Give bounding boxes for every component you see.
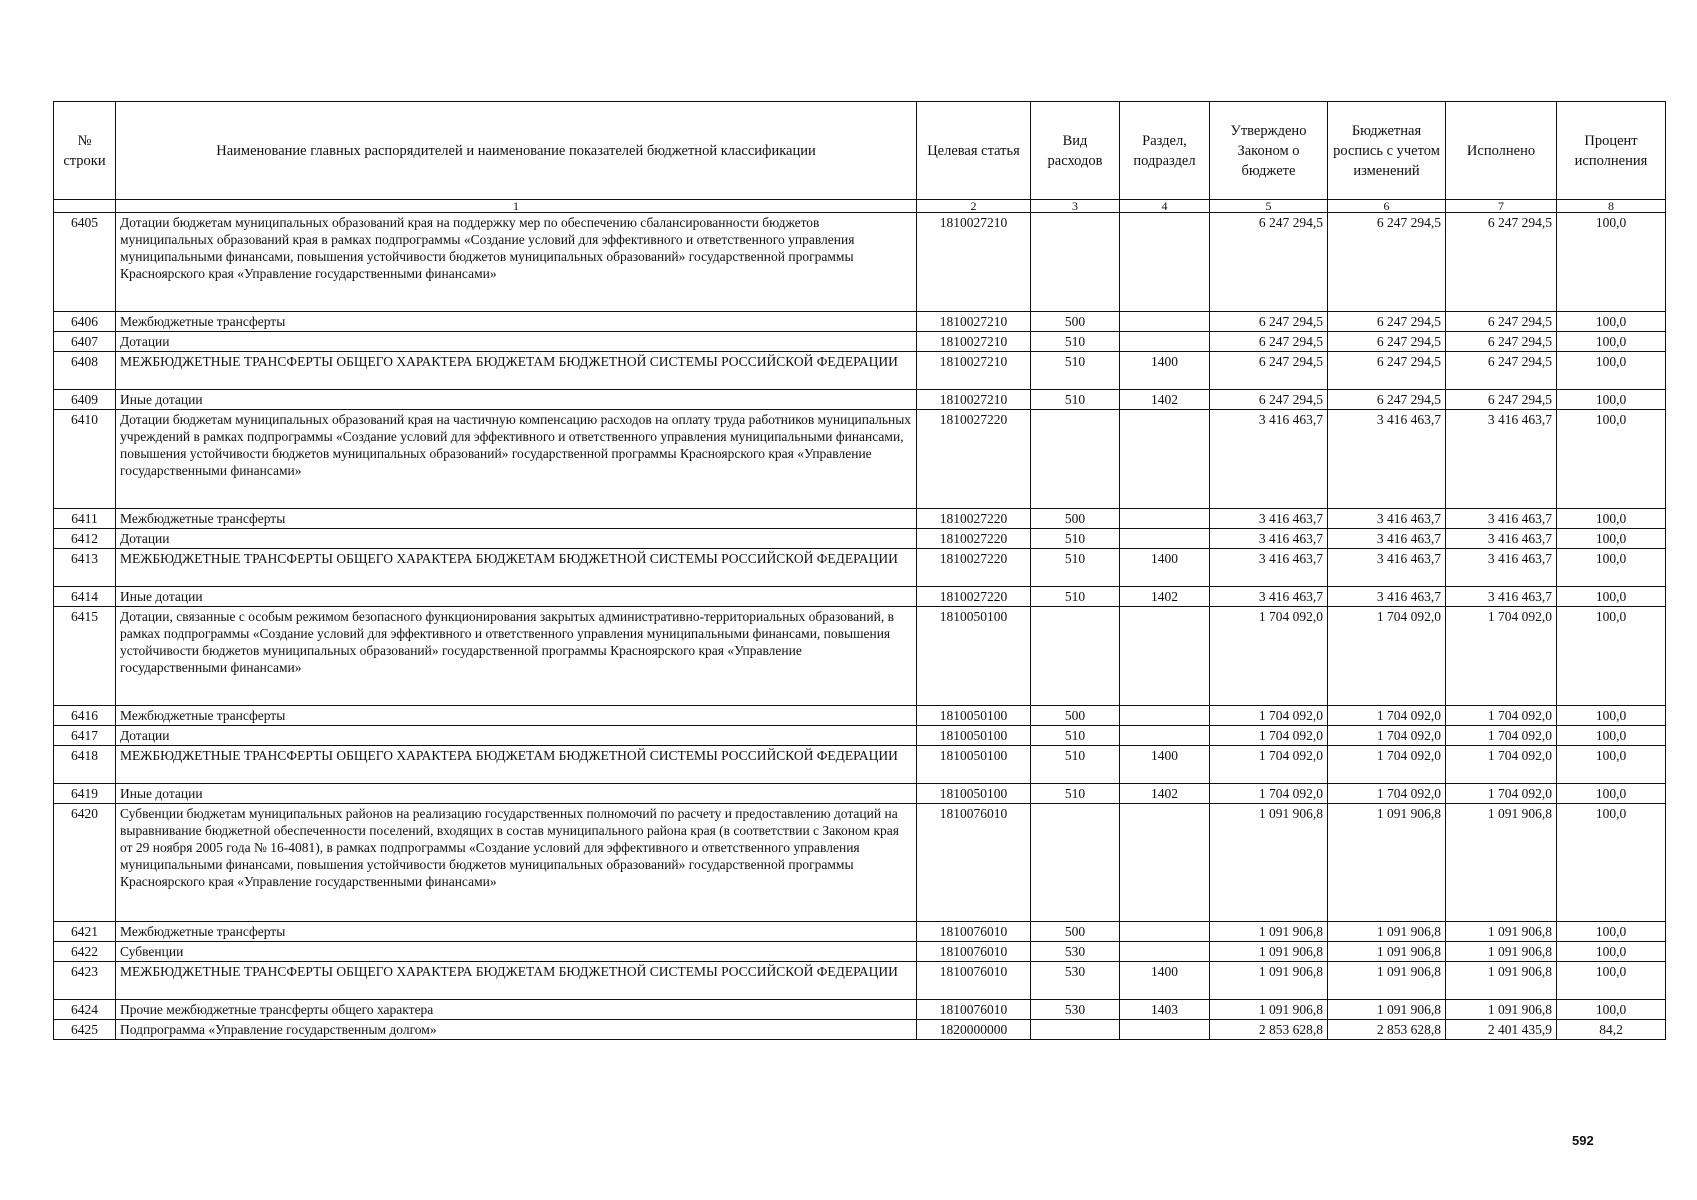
budget-cell: 3 416 463,7 <box>1328 410 1446 509</box>
target-cell: 1810027210 <box>917 332 1031 352</box>
row-number-cell: 6424 <box>54 1000 116 1020</box>
budget-cell: 3 416 463,7 <box>1328 509 1446 529</box>
approved-cell: 1 704 092,0 <box>1210 726 1328 746</box>
executed-cell: 1 704 092,0 <box>1446 706 1557 726</box>
approved-cell: 1 704 092,0 <box>1210 784 1328 804</box>
header-executed: Исполнено <box>1446 102 1557 200</box>
row-number-cell: 6412 <box>54 529 116 549</box>
header-percent: Процент исполнения <box>1557 102 1666 200</box>
row-number-cell: 6414 <box>54 587 116 607</box>
table-row <box>54 213 1666 312</box>
percent-cell: 100,0 <box>1557 410 1666 509</box>
kind-cell: 530 <box>1031 1000 1120 1020</box>
approved-cell: 3 416 463,7 <box>1210 549 1328 587</box>
name-cell: Иные дотации <box>116 390 917 410</box>
name-cell: Дотации, связанные с особым режимом безопасного функционирования закрытых административно-территориальных образований, в рамках подпрограммы «Создание условий для эффективного и ответственного управления муниципальными финансами, повышения устойчивости бюджетов муниципальных образований» государственной программы Красноярского края «Управление государственными финансами» <box>116 607 917 706</box>
table-row <box>54 726 1666 746</box>
col-number: 7 <box>1446 200 1557 213</box>
table-row <box>54 804 1666 922</box>
name-cell: Подпрограмма «Управление государственным долгом» <box>116 1020 917 1040</box>
table-row <box>54 706 1666 726</box>
executed-cell: 6 247 294,5 <box>1446 213 1557 312</box>
header-section: Раздел, подраздел <box>1120 102 1210 200</box>
budget-cell: 1 091 906,8 <box>1328 922 1446 942</box>
budget-cell: 1 091 906,8 <box>1328 804 1446 922</box>
approved-cell: 6 247 294,5 <box>1210 332 1328 352</box>
table-row <box>54 312 1666 332</box>
kind-cell <box>1031 607 1120 706</box>
row-number-cell: 6420 <box>54 804 116 922</box>
target-cell: 1810076010 <box>917 804 1031 922</box>
approved-cell: 3 416 463,7 <box>1210 509 1328 529</box>
section-cell: 1402 <box>1120 784 1210 804</box>
table-row <box>54 410 1666 509</box>
percent-cell: 100,0 <box>1557 312 1666 332</box>
kind-cell: 530 <box>1031 962 1120 1000</box>
row-number-cell: 6417 <box>54 726 116 746</box>
name-cell: Прочие межбюджетные трансферты общего характера <box>116 1000 917 1020</box>
name-cell: Иные дотации <box>116 784 917 804</box>
target-cell: 1810050100 <box>917 784 1031 804</box>
table-row <box>54 529 1666 549</box>
percent-cell: 100,0 <box>1557 390 1666 410</box>
approved-cell: 2 853 628,8 <box>1210 1020 1328 1040</box>
table-row <box>54 746 1666 784</box>
budget-cell: 3 416 463,7 <box>1328 587 1446 607</box>
executed-cell: 1 091 906,8 <box>1446 942 1557 962</box>
row-number-cell: 6411 <box>54 509 116 529</box>
approved-cell: 1 091 906,8 <box>1210 942 1328 962</box>
approved-cell: 6 247 294,5 <box>1210 312 1328 332</box>
kind-cell <box>1031 804 1120 922</box>
name-cell: Дотации <box>116 529 917 549</box>
target-cell: 1810050100 <box>917 706 1031 726</box>
table-row <box>54 352 1666 390</box>
row-number-cell: 6413 <box>54 549 116 587</box>
column-number-row <box>54 200 1666 213</box>
executed-cell: 1 704 092,0 <box>1446 784 1557 804</box>
row-number-cell: 6419 <box>54 784 116 804</box>
executed-cell: 3 416 463,7 <box>1446 549 1557 587</box>
row-number-cell: 6418 <box>54 746 116 784</box>
target-cell: 1810076010 <box>917 1000 1031 1020</box>
section-cell: 1400 <box>1120 746 1210 784</box>
target-cell: 1810027220 <box>917 410 1031 509</box>
name-cell: Межбюджетные трансферты <box>116 922 917 942</box>
kind-cell <box>1031 410 1120 509</box>
percent-cell: 100,0 <box>1557 962 1666 1000</box>
budget-cell: 3 416 463,7 <box>1328 549 1446 587</box>
kind-cell: 510 <box>1031 549 1120 587</box>
section-cell: 1403 <box>1120 1000 1210 1020</box>
budget-execution-table <box>53 101 1666 1040</box>
budget-cell: 6 247 294,5 <box>1328 213 1446 312</box>
budget-cell: 6 247 294,5 <box>1328 390 1446 410</box>
kind-cell <box>1031 1020 1120 1040</box>
section-cell: 1402 <box>1120 587 1210 607</box>
executed-cell: 1 091 906,8 <box>1446 1000 1557 1020</box>
section-cell <box>1120 213 1210 312</box>
kind-cell <box>1031 213 1120 312</box>
budget-cell: 1 091 906,8 <box>1328 1000 1446 1020</box>
kind-cell: 510 <box>1031 332 1120 352</box>
table-row <box>54 942 1666 962</box>
approved-cell: 1 091 906,8 <box>1210 1000 1328 1020</box>
kind-cell: 510 <box>1031 390 1120 410</box>
executed-cell: 2 401 435,9 <box>1446 1020 1557 1040</box>
section-cell: 1400 <box>1120 352 1210 390</box>
section-cell <box>1120 922 1210 942</box>
budget-cell: 6 247 294,5 <box>1328 352 1446 390</box>
header-kind: Вид расходов <box>1031 102 1120 200</box>
percent-cell: 100,0 <box>1557 529 1666 549</box>
kind-cell: 510 <box>1031 726 1120 746</box>
row-number-cell: 6407 <box>54 332 116 352</box>
table-row <box>54 509 1666 529</box>
percent-cell: 100,0 <box>1557 1000 1666 1020</box>
table-body <box>54 213 1666 1040</box>
executed-cell: 1 091 906,8 <box>1446 962 1557 1000</box>
section-cell <box>1120 804 1210 922</box>
header-row-no: № строки <box>54 102 116 200</box>
row-number-cell: 6405 <box>54 213 116 312</box>
target-cell: 1810027220 <box>917 509 1031 529</box>
target-cell: 1810027210 <box>917 352 1031 390</box>
executed-cell: 1 704 092,0 <box>1446 746 1557 784</box>
col-number: 1 <box>116 200 917 213</box>
target-cell: 1810050100 <box>917 746 1031 784</box>
target-cell: 1810076010 <box>917 962 1031 1000</box>
section-cell <box>1120 332 1210 352</box>
target-cell: 1810076010 <box>917 942 1031 962</box>
kind-cell: 530 <box>1031 942 1120 962</box>
table-row <box>54 607 1666 706</box>
executed-cell: 3 416 463,7 <box>1446 509 1557 529</box>
target-cell: 1810027210 <box>917 390 1031 410</box>
percent-cell: 100,0 <box>1557 549 1666 587</box>
name-cell: Межбюджетные трансферты <box>116 312 917 332</box>
executed-cell: 3 416 463,7 <box>1446 529 1557 549</box>
row-number-cell: 6416 <box>54 706 116 726</box>
budget-cell: 1 704 092,0 <box>1328 784 1446 804</box>
approved-cell: 1 704 092,0 <box>1210 706 1328 726</box>
row-number-cell: 6408 <box>54 352 116 390</box>
section-cell: 1400 <box>1120 962 1210 1000</box>
table-row <box>54 784 1666 804</box>
approved-cell: 3 416 463,7 <box>1210 587 1328 607</box>
col-number: 3 <box>1031 200 1120 213</box>
section-cell: 1400 <box>1120 549 1210 587</box>
col-number: 8 <box>1557 200 1666 213</box>
percent-cell: 100,0 <box>1557 352 1666 390</box>
section-cell <box>1120 1020 1210 1040</box>
table-row <box>54 332 1666 352</box>
budget-cell: 1 091 906,8 <box>1328 962 1446 1000</box>
percent-cell: 100,0 <box>1557 784 1666 804</box>
name-cell: Субвенции <box>116 942 917 962</box>
percent-cell: 100,0 <box>1557 746 1666 784</box>
name-cell: МЕЖБЮДЖЕТНЫЕ ТРАНСФЕРТЫ ОБЩЕГО ХАРАКТЕРА БЮДЖЕТАМ БЮДЖЕТНОЙ СИСТЕМЫ РОССИЙСКОЙ ФЕДЕРАЦИИ <box>116 352 917 390</box>
col-number: 2 <box>917 200 1031 213</box>
percent-cell: 100,0 <box>1557 942 1666 962</box>
kind-cell: 500 <box>1031 509 1120 529</box>
budget-cell: 2 853 628,8 <box>1328 1020 1446 1040</box>
approved-cell: 1 704 092,0 <box>1210 607 1328 706</box>
executed-cell: 3 416 463,7 <box>1446 587 1557 607</box>
target-cell: 1810027210 <box>917 213 1031 312</box>
budget-cell: 1 704 092,0 <box>1328 726 1446 746</box>
approved-cell: 1 091 906,8 <box>1210 804 1328 922</box>
row-number-cell: 6422 <box>54 942 116 962</box>
kind-cell: 510 <box>1031 746 1120 784</box>
table-row <box>54 1000 1666 1020</box>
budget-cell: 1 704 092,0 <box>1328 706 1446 726</box>
budget-cell: 1 704 092,0 <box>1328 746 1446 784</box>
budget-cell: 6 247 294,5 <box>1328 312 1446 332</box>
target-cell: 1820000000 <box>917 1020 1031 1040</box>
name-cell: Дотации бюджетам муниципальных образований края на поддержку мер по обеспечению сбалансированности бюджетов муниципальных образований края в рамках подпрограммы «Создание условий для эффективного и ответственного управления муниципальными финансами, повышения устойчивости бюджетов муниципальных образований» государственной программы Красноярского края «Управление государственными финансами» <box>116 213 917 312</box>
section-cell <box>1120 607 1210 706</box>
percent-cell: 100,0 <box>1557 607 1666 706</box>
header-name: Наименование главных распорядителей и наименование показателей бюджетной классификации <box>116 102 917 200</box>
col-number: 6 <box>1328 200 1446 213</box>
percent-cell: 100,0 <box>1557 706 1666 726</box>
section-cell <box>1120 529 1210 549</box>
section-cell <box>1120 509 1210 529</box>
executed-cell: 6 247 294,5 <box>1446 390 1557 410</box>
table-row <box>54 962 1666 1000</box>
table-row <box>54 1020 1666 1040</box>
name-cell: Дотации <box>116 726 917 746</box>
name-cell: Дотации бюджетам муниципальных образований края на частичную компенсацию расходов на оплату труда работников муниципальных учреждений в рамках подпрограммы «Создание условий для эффективного и ответственного управления муниципальными финансами, повышения устойчивости бюджетов муниципальных образований» государственной программы Красноярского края «Управление государственными финансами» <box>116 410 917 509</box>
approved-cell: 6 247 294,5 <box>1210 213 1328 312</box>
budget-cell: 3 416 463,7 <box>1328 529 1446 549</box>
target-cell: 1810027220 <box>917 549 1031 587</box>
name-cell: Дотации <box>116 332 917 352</box>
percent-cell: 100,0 <box>1557 332 1666 352</box>
kind-cell: 510 <box>1031 529 1120 549</box>
table-row <box>54 587 1666 607</box>
target-cell: 1810027210 <box>917 312 1031 332</box>
target-cell: 1810050100 <box>917 607 1031 706</box>
section-cell <box>1120 706 1210 726</box>
percent-cell: 100,0 <box>1557 726 1666 746</box>
executed-cell: 6 247 294,5 <box>1446 312 1557 332</box>
header-approved: Утверждено Законом о бюджете <box>1210 102 1328 200</box>
section-cell <box>1120 726 1210 746</box>
budget-cell: 6 247 294,5 <box>1328 332 1446 352</box>
approved-cell: 6 247 294,5 <box>1210 352 1328 390</box>
approved-cell: 1 704 092,0 <box>1210 746 1328 784</box>
executed-cell: 1 091 906,8 <box>1446 922 1557 942</box>
name-cell: Иные дотации <box>116 587 917 607</box>
budget-cell: 1 091 906,8 <box>1328 942 1446 962</box>
row-number-cell: 6409 <box>54 390 116 410</box>
executed-cell: 6 247 294,5 <box>1446 332 1557 352</box>
percent-cell: 100,0 <box>1557 922 1666 942</box>
header-target: Целевая статья <box>917 102 1031 200</box>
col-number <box>54 200 116 213</box>
kind-cell: 500 <box>1031 312 1120 332</box>
row-number-cell: 6410 <box>54 410 116 509</box>
approved-cell: 3 416 463,7 <box>1210 410 1328 509</box>
row-number-cell: 6406 <box>54 312 116 332</box>
kind-cell: 510 <box>1031 352 1120 390</box>
table-row <box>54 922 1666 942</box>
percent-cell: 100,0 <box>1557 213 1666 312</box>
page-number: 592 <box>1572 1133 1594 1148</box>
name-cell: Субвенции бюджетам муниципальных районов на реализацию государственных полномочий по расчету и предоставлению дотаций на выравнивание бюджетной обеспеченности поселений, входящих в состав муниципального района края (в соответствии с Законом края от 29 ноября 2005 года № 16-4081), в рамках подпрограммы «Создание условий для эффективного и ответственного управления муниципальными финансами, повышения устойчивости бюджетов муниципальных образований» государственной программы Красноярского края «Управление государственными финансами» <box>116 804 917 922</box>
percent-cell: 100,0 <box>1557 509 1666 529</box>
name-cell: МЕЖБЮДЖЕТНЫЕ ТРАНСФЕРТЫ ОБЩЕГО ХАРАКТЕРА БЮДЖЕТАМ БЮДЖЕТНОЙ СИСТЕМЫ РОССИЙСКОЙ ФЕДЕРАЦИИ <box>116 746 917 784</box>
row-number-cell: 6421 <box>54 922 116 942</box>
row-number-cell: 6415 <box>54 607 116 706</box>
executed-cell: 1 704 092,0 <box>1446 607 1557 706</box>
approved-cell: 1 091 906,8 <box>1210 962 1328 1000</box>
kind-cell: 510 <box>1031 587 1120 607</box>
table-header-row <box>54 102 1666 200</box>
section-cell <box>1120 942 1210 962</box>
executed-cell: 1 704 092,0 <box>1446 726 1557 746</box>
percent-cell: 100,0 <box>1557 804 1666 922</box>
row-number-cell: 6425 <box>54 1020 116 1040</box>
approved-cell: 3 416 463,7 <box>1210 529 1328 549</box>
section-cell <box>1120 410 1210 509</box>
percent-cell: 100,0 <box>1557 587 1666 607</box>
target-cell: 1810027220 <box>917 529 1031 549</box>
executed-cell: 1 091 906,8 <box>1446 804 1557 922</box>
executed-cell: 3 416 463,7 <box>1446 410 1557 509</box>
target-cell: 1810076010 <box>917 922 1031 942</box>
target-cell: 1810027220 <box>917 587 1031 607</box>
kind-cell: 500 <box>1031 922 1120 942</box>
budget-cell: 1 704 092,0 <box>1328 607 1446 706</box>
kind-cell: 500 <box>1031 706 1120 726</box>
name-cell: Межбюджетные трансферты <box>116 509 917 529</box>
name-cell: МЕЖБЮДЖЕТНЫЕ ТРАНСФЕРТЫ ОБЩЕГО ХАРАКТЕРА БЮДЖЕТАМ БЮДЖЕТНОЙ СИСТЕМЫ РОССИЙСКОЙ ФЕДЕРАЦИИ <box>116 549 917 587</box>
header-budget: Бюджетная роспись с учетом изменений <box>1328 102 1446 200</box>
approved-cell: 6 247 294,5 <box>1210 390 1328 410</box>
kind-cell: 510 <box>1031 784 1120 804</box>
target-cell: 1810050100 <box>917 726 1031 746</box>
col-number: 5 <box>1210 200 1328 213</box>
row-number-cell: 6423 <box>54 962 116 1000</box>
col-number: 4 <box>1120 200 1210 213</box>
approved-cell: 1 091 906,8 <box>1210 922 1328 942</box>
percent-cell: 84,2 <box>1557 1020 1666 1040</box>
table-row <box>54 549 1666 587</box>
table-row <box>54 390 1666 410</box>
name-cell: МЕЖБЮДЖЕТНЫЕ ТРАНСФЕРТЫ ОБЩЕГО ХАРАКТЕРА БЮДЖЕТАМ БЮДЖЕТНОЙ СИСТЕМЫ РОССИЙСКОЙ ФЕДЕРАЦИИ <box>116 962 917 1000</box>
section-cell <box>1120 312 1210 332</box>
name-cell: Межбюджетные трансферты <box>116 706 917 726</box>
section-cell: 1402 <box>1120 390 1210 410</box>
executed-cell: 6 247 294,5 <box>1446 352 1557 390</box>
